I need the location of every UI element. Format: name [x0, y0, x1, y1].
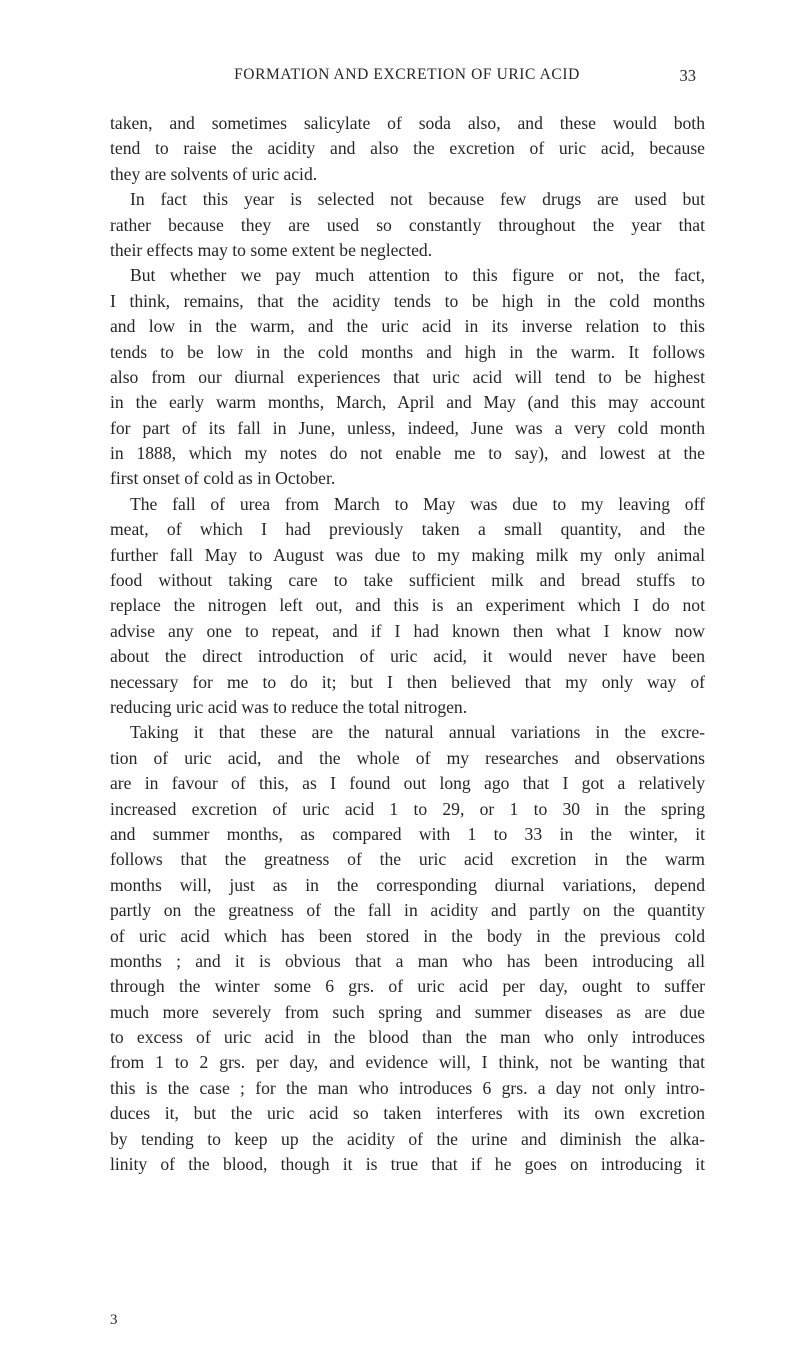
text-line: for part of its fall in June, unless, indeed, June was a very cold month — [110, 417, 705, 438]
text-line: necessary for me to do it; but I then believed that my only way of — [110, 671, 705, 692]
text-line: and summer months, as compared with 1 to 33 in the winter, it — [110, 823, 705, 844]
text-line: through the winter some 6 grs. of uric acid per day, ought to suffer — [110, 976, 705, 997]
text-line: months ; and it is obvious that a man who has been introducing all — [110, 950, 705, 971]
text-line: food without taking care to take sufficient milk and bread stuffs to — [110, 570, 705, 591]
text-line: advise any one to repeat, and if I had known then what I know now — [110, 620, 705, 641]
text-line: The fall of urea from March to May was due to my leaving off — [130, 493, 705, 514]
text-line: But whether we pay much attention to this figure or not, the fact, — [130, 265, 705, 286]
text-line: In fact this year is selected not because few drugs are used but — [130, 189, 705, 210]
signature-mark: 3 — [110, 1312, 118, 1328]
page-number: 33 — [679, 66, 696, 85]
text-line: reducing uric acid was to reduce the total nitrogen. — [110, 696, 468, 717]
text-line: duces it, but the uric acid so taken interferes with its own excretion — [110, 1103, 705, 1124]
text-line: and low in the warm, and the uric acid in its inverse relation to this — [110, 316, 705, 337]
text-line: of uric acid which has been stored in the body in the previous cold — [110, 925, 705, 946]
text-line: increased excretion of uric acid 1 to 29, or 1 to 30 in the spring — [110, 798, 705, 819]
text-line: from 1 to 2 grs. per day, and evidence will, I think, not be wanting that — [110, 1052, 705, 1073]
text-line: in 1888, which my notes do not enable me to say), and lowest at the — [110, 443, 705, 464]
text-line: rather because they are used so constantly throughout the year that — [110, 214, 705, 235]
text-line: I think, remains, that the acidity tends to be high in the cold months — [110, 290, 705, 311]
text-line: Taking it that these are the natural annual variations in the excre- — [130, 722, 705, 743]
text-line: partly on the greatness of the fall in acidity and partly on the quantity — [110, 900, 705, 921]
text-line: to excess of uric acid in the blood than the man who only introduces — [110, 1027, 705, 1048]
text-line: in the early warm months, March, April and May (and this may account — [110, 392, 705, 413]
text-line: replace the nitrogen left out, and this is an experiment which I do not — [110, 595, 705, 616]
body-text — [110, 111, 705, 1177]
text-line: tion of uric acid, and the whole of my researches and observations — [110, 747, 705, 768]
text-line: also from our diurnal experiences that uric acid will tend to be highest — [110, 366, 705, 387]
text-line: much more severely from such spring and summer diseases as are due — [110, 1001, 705, 1022]
text-line: tend to raise the acidity and also the excretion of uric acid, because — [110, 138, 705, 159]
text-line: this is the case ; for the man who introduces 6 grs. a day not only intro- — [110, 1077, 705, 1098]
text-line: first onset of cold as in October. — [110, 468, 336, 489]
text-line: their effects may to some extent be neglected. — [110, 239, 433, 260]
text-line: are in favour of this, as I found out long ago that I got a relatively — [110, 773, 705, 794]
text-line: they are solvents of uric acid. — [110, 163, 318, 184]
text-line: about the direct introduction of uric acid, it would never have been — [110, 646, 705, 667]
running-title: FORMATION AND EXCRETION OF URIC ACID — [234, 66, 580, 83]
text-line: meat, of which I had previously taken a small quantity, and the — [110, 519, 705, 540]
text-line: by tending to keep up the acidity of the urine and diminish the alka- — [110, 1128, 705, 1149]
text-line: follows that the greatness of the uric acid excretion in the warm — [110, 849, 705, 870]
text-line: months will, just as in the corresponding diurnal variations, depend — [110, 874, 705, 895]
text-line: further fall May to August was due to my making milk my only animal — [110, 544, 705, 565]
text-line: linity of the blood, though it is true that if he goes on introducing it — [110, 1154, 705, 1175]
text-line: tends to be low in the cold months and high in the warm. It follows — [110, 341, 705, 362]
text-line: taken, and sometimes salicylate of soda also, and these would both — [110, 113, 705, 133]
